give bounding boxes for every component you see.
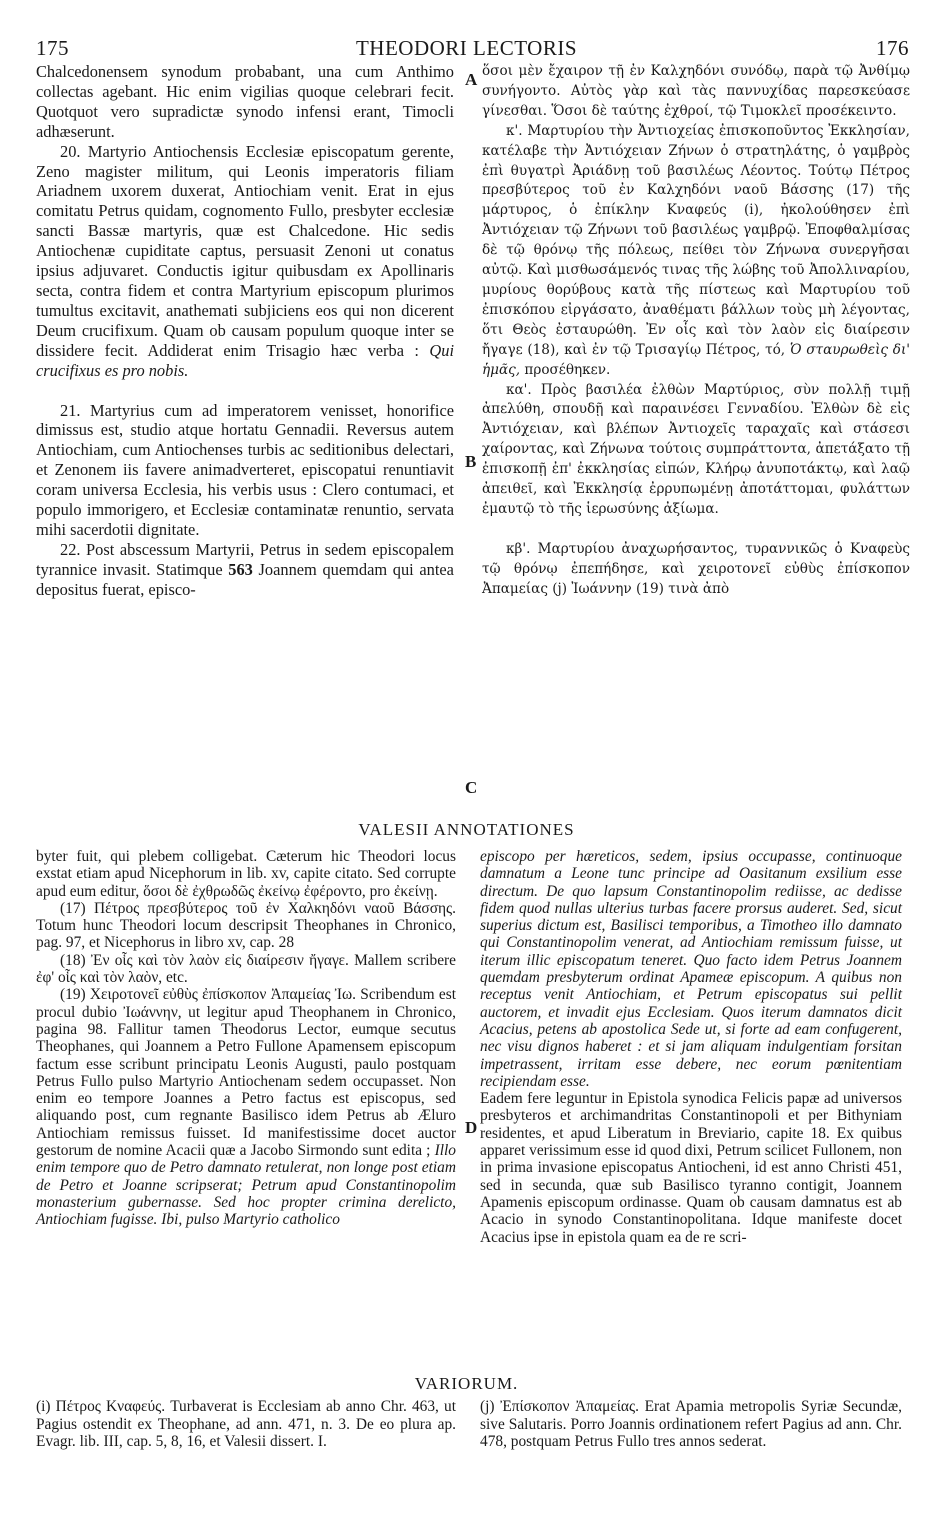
note-paragraph: Eadem fere leguntur in Epistola synodica Felicis papæ ad universos presbyteros et archimandritas Constantinopoli et per Bithyniam residentes, et apud Liberatum in Breviario, capite 18. Ex quibus apparet verissimum esse id quod dixi, Petrum scilicet Fullonem, non in prima invasione episcopatus Antiocheni, id est anno Christi 451, sed in secunda, quæ sub Basilisco tyranno contigit, Joannem Apamenis episcopum ordinasse. Quam ob causam damnatus est ab Acacio in synodo Constantinopolitana. Idque manifeste docet Acacius ipse in epistola quam ea de re scri- — [480, 1090, 902, 1246]
latin-text: Joannem quemdam qui antea depositus fuerat, episco- — [36, 559, 454, 599]
greek-text: προσέθηκεν. — [524, 361, 611, 378]
note-quote: Illo enim tempore quo de Petro damnato retulerat, non longe post etiam de Petro et Joanne scripserat; Petrum apud Constantinopolim monasterium gubernasse. Sed hoc propter crimina derelicto, Antiochiam fugisse. Ibi, pulso Martyrio catholico — [36, 1142, 456, 1229]
latin-paragraph: Chalcedonensem synodum probabant, una cum Anthimo collectas agebant. Hic enim vigilias quoque celebrari fecit. Quotquot vero supradictæ synodo infensi erant, Timocli adhæserunt. — [36, 62, 454, 141]
note-paragraph: (18) Ἐν οἷς καὶ τὸν λαὸν εἰς διαίρεσιν ἤγαγε. Mallem scribere ἐφ' οἷς καὶ τὸν λαὸν, etc. — [36, 951, 456, 987]
margin-letter: C — [465, 778, 478, 797]
greek-paragraph: κα'. Πρὸς βασιλέα ἐλθὼν Μαρτύριος, σὺν πολλῇ τιμῇ ἀπελύθη, σπουδῇ καὶ παραινέσει Γενναδίου. Ἐλθὼν δὲ εἰς Ἀντιόχειαν, καὶ βλέπων Ἀντιοχεῖς ταραχαῖς καὶ στάσεσι χαίροντας, καὶ Ζήνωνα τούτοις συμπράττοντα, ἀπετάξατο τῇ ἐπισκοπῇ ἐπ' ἐκκλησίας εἰπών, Κλήρῳ ἀνυποτάκτῳ, καὶ λαῷ ἀπειθεῖ, καὶ Ἐκκλησίᾳ ἐρρυπωμένῃ ἀποτάττομαι, φυλάττων ἐμαυτῷ τὸ τῆς ἱερωσύνης ἀξίωμα. — [482, 381, 910, 517]
latin-column — [36, 62, 454, 600]
margin-letter: A — [465, 70, 478, 89]
greek-paragraph: ὅσοι μὲν ἔχαιρον τῇ ἐν Καλχηδόνι συνόδῳ, παρὰ τῷ Ἀνθίμῳ συνήγοντο. Αὐτὸς γὰρ καὶ τὰς παννυχίδας παρεσκεύασε γίνεσθαι. Ὅσοι δὲ ταύτης ἐχθροί, τῷ Τιμοκλεῖ προσέκειντο. — [482, 63, 910, 119]
latin-text: 22. Post abscessum Martyrii, Petrus in sedem episcopalem tyrannice invasit. Statimque — [36, 539, 454, 579]
latin-paragraph: 21. Martyrius cum ad imperatorem venisset, honorifice dimissus est, studio atque hortatu Gennadii. Reversus autem Antiochiam, cum Antiochenses turbis ac seditionibus delectari, et Zenonem iis favere animadverteret, episcopatui renuntiavit coram universa Ecclesia, his verbis usus : Clero contumaci, et populo immorigero, et Ecclesiæ contaminatæ renuntio, servata mihi sacerdotii dignitate. — [36, 400, 454, 539]
note-paragraph: byter fuit, qui plebem colligebat. Cæterum hic Theodori locus exstat etiam apud Nicephorum in lib. xv, capite citato. Sed corrupte apud eum editur, ὅσοι δὲ ἐχθρωδῶς ἐκείνῳ ἐφέροντο, pro ἐκείνῃ. — [36, 848, 456, 900]
note-paragraph: (17) Πέτρος πρεσβύτερος τοῦ ἐν Χαλκηδόνι ναοῦ Βάσσης. Totum hunc Theodori locum descripsit Theophanes in Chronico, pag. 97, et Nicephorus in libro xv, cap. 28 — [36, 899, 456, 952]
running-title: THEODORI LECTORIS — [355, 36, 578, 60]
valesii-notes-right — [480, 848, 902, 1246]
variorum-heading: VARIORUM. — [414, 1374, 519, 1393]
margin-letter: D — [465, 1118, 478, 1137]
note-quote: episcopo per hæreticos, sedem, ipsius occupasse, continuoque damnatum a Leone tunc principe ad Oasitanum exsilium esse directum. De quo lapsum Constantinopolim rediisse, ac dedisse fidem quod nullas ulterius turbas facere prorsus auderet. Sed, sicut superius dictum est, Basilisci temporibus, a Timotheo illo damnato qui Constantinopolim venerat, ad Antiochiam remissum fuisse, ut iterum illic episcopatum teneret. Quo facto idem Petrus Joannem quemdam presbyterum ordinat Apameæ episcopum. A quibus non receptus venit Antiochiam, et Petrum episcopatus sui pellit auctorem, et invadit ejus Ecclesiam. Quos iterum damnatos dicit Acacius, petens ab apostolica Sede ut, si forte ad eam confugerent, nec visu dignos haberet : et si jam aliquam indulgentiam forsitan impetrassent, irritam esse debere, nec eorum pœnitentiam recipiendam esse. — [480, 848, 902, 1090]
valesii-notes-left — [36, 848, 456, 1229]
greek-paragraph — [482, 122, 910, 381]
page-number-left: 175 — [36, 36, 69, 60]
variorum-note-right: (j) Ἐπίσκοπον Ἀπαμείας. Erat Apamia metropolis Syriæ Secundæ, sive Salutaris. Porro Joannis ordinationem refert Pagius ad ann. Chr. 478, postquam Petrus Fullo tres annos sederat. — [480, 1398, 902, 1451]
latin-trisagion-quote: Qui crucifixus es pro nobis. — [36, 340, 454, 380]
margin-letter: B — [465, 452, 477, 471]
latin-paragraph — [36, 142, 454, 381]
latin-text: 20. Martyrio Antiochensis Ecclesiæ episcopatum gerente, Zeno magister militum, qui Leonis imperatoris filiam Ariadnem uxorem duxerat, Antiochiam venit. Erat in ejus comitatu Petrus quidam, cognomento Fullo, presbyter ecclesiæ sancti Bassæ martyris, quæ est Chalcedone. Hic sedis Antiochenæ cupiditate captus, persuasit Zenoni ut conatus ipsius adjuvaret. Conductis igitur quibusdam ex Apollinaris secta, contra fidem et contra Martyrium episcopum plurimos tumultus excitavit, anathemati subjiciens eos qui non dicerent Deum crucifixum. Quam ob causam populum quoque inter se dissidere fecit. Addiderat enim Trisagio hæc verba : — [36, 141, 454, 360]
valesii-heading: VALESII ANNOTATIONES — [358, 820, 575, 839]
column-number: 563 — [228, 559, 253, 579]
greek-paragraph: κβ'. Μαρτυρίου ἀναχωρήσαντος, τυραννικῶς ὁ Κναφεὺς τῷ θρόνῳ ἐπεπήδησε, καὶ χειροτονεῖ εὐθὺς ἐπίσκοπον Ἀπαμείας (j) Ἰωάννην (19) τινὰ ἀπὸ — [482, 540, 910, 597]
note-paragraph — [36, 986, 456, 1228]
page-number-right: 176 — [876, 36, 909, 60]
latin-paragraph — [36, 540, 454, 600]
greek-trisagion-quote: Ὁ σταυρωθεὶς δι' ἡμᾶς, — [482, 341, 911, 378]
greek-column — [482, 62, 910, 600]
greek-text: κ'. Μαρτυρίου τὴν Ἀντιοχείας ἐπισκοποῦντος Ἐκκλησίαν, κατέλαβε τὴν Ἀντιόχειαν Ζήνων ὁ στρατηλάτης, ὁ γαμβρὸς ἐπὶ θυγατρὶ Ἀριάδνῃ τοῦ βασιλέως Λέοντος. Τούτῳ Πέτρος πρεσβύτερος τοῦ ἐν Καλχηδόνι ναοῦ Βάσσης (17) τῆς μάρτυρος, ὁ ἐπίκλην Κναφεύς (i), ἠκολούθησεν ἐπὶ Ἀντιόχειαν τῷ Ζήνωνι τοῦ βασιλέως γαμβρῷ. Ἐποφθαλμίσας δὲ τῷ θρόνῳ τῆς πόλεως, πείθει τὸν Ζήνωνα συνεργῆσαι αὐτῷ. Καὶ μισθωσάμενός τινας τῆς λώβης τοῦ Ἀπολλιναρίου, μυρίους θορύβους κατὰ τῆς πίστεως καὶ Μαρτυρίου τοῦ ἐπισκόπου εἰργάσατο, ἀναθέματι βάλλων τοὺς μὴ λέγοντας, ὅτι Θεὸς ἐσταυρώθη. Ἐν οἷς καὶ τὸν λαὸν εἰς διαίρεσιν ἤγαγε (18), καὶ ἐν τῷ Τρισαγίῳ Πέτρος, τό, — [482, 122, 910, 358]
note-text: (19) Χειροτονεῖ εὐθὺς ἐπίσκοπον Ἀπαμείας Ἰω. Scribendum est procul dubio Ἰωάννην, ut legitur apud Theophanem in Chronico, pagina 98. Fallitur tamen Theodorus Lector, eumque secutus Theophanes, qui Joannem a Petro Fullone Apamensem episcopum factum esse scribunt principatu Leonis Augusti, paulo postquam Petrus Fullo pulso Martyrio Antiochenam sedem occupasset. Non enim eo tempore Joannes a Petro factus est episcopus, sed aliquando post, cum regnante Basilisco idem Petrus ab Æluro Antiochiam remissus fuisset. Id manifestissime docet auctor gestorum de nomine Acacii quæ a Jacobo Sirmondo sunt edita ; — [36, 986, 456, 1160]
variorum-note-left: (i) Πέτρος Κναφεύς. Turbaverat is Ecclesiam ab anno Chr. 463, ut Pagius ostendit ex Theophane, ad ann. 471, n. 3. De eo plura ap. Evagr. lib. III, cap. 5, 8, 16, et Valesii dissert. I. — [36, 1398, 456, 1451]
